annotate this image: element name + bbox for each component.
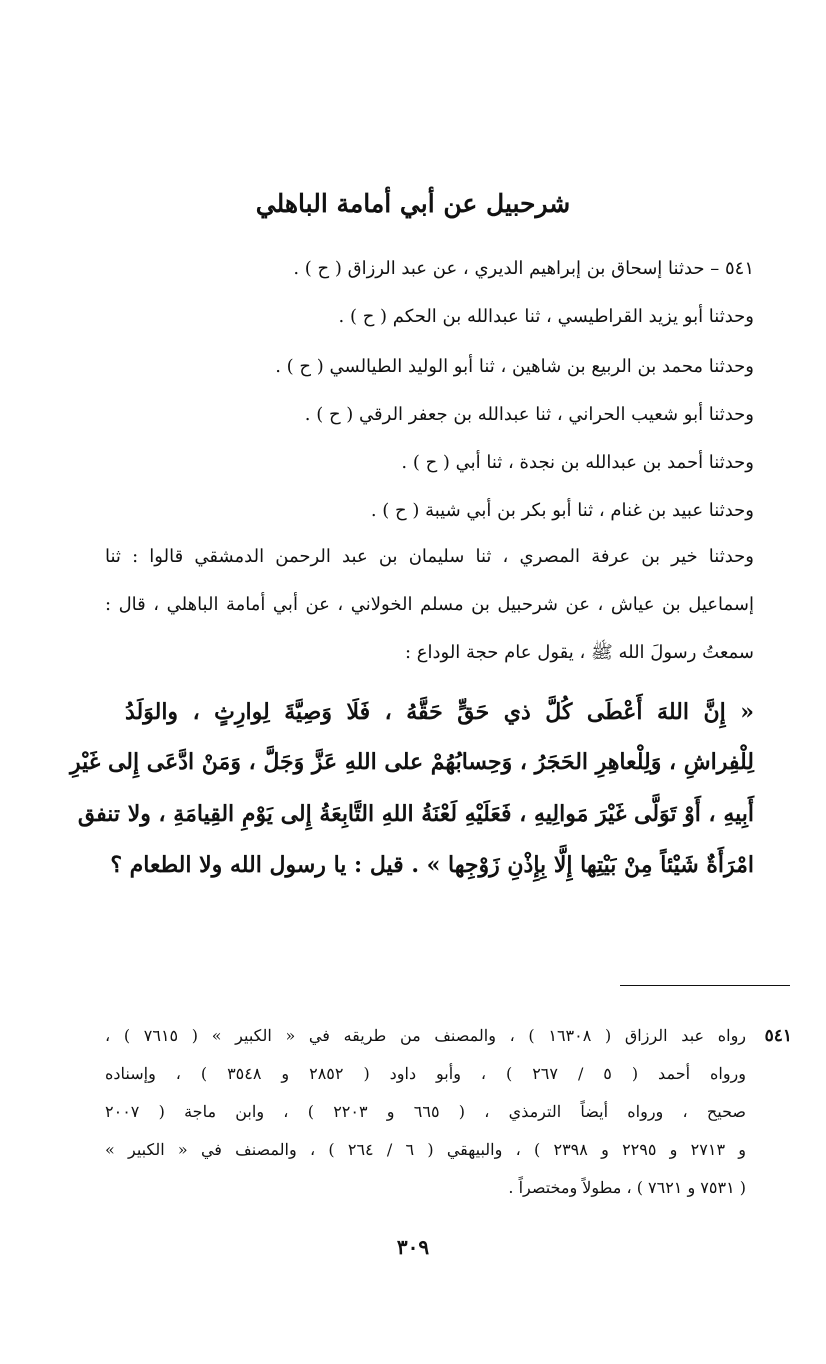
hadith-line-4: امْرَأَةٌ شَيْئاً مِنْ بَيْتِها إِلَّا بِإِذْنِ زَوْجِها » . قيل : يا رسول الله ولا الطعام ؟ <box>110 852 754 878</box>
isnad-line-4: وحدثنا أبو شعيب الحراني ، ثنا عبدالله بن جعفر الرقي ( ح ) . <box>304 404 754 425</box>
footnote-number: ٥٤١ <box>764 1026 792 1046</box>
hadith-line-3: أَبِيهِ ، أَوْ تَوَلَّى غَيْرَ مَوالِيهِ ، فَعَلَيْهِ لَعْنَةُ اللهِ التَّابِعَةُ إِلى يَوْمِ القِيامَةِ ، ولا تنفق <box>77 801 754 827</box>
footnote-line-2: ورواه أحمد ( ٥ / ٢٦٧ ) ، وأبو داود ( ٢٨٥٢ و ٣٥٤٨ ) ، وإسناده <box>105 1064 747 1083</box>
isnad-line-8: إسماعيل بن عياش ، عن شرحبيل بن مسلم الخولاني ، عن أبي أمامة الباهلي ، قال : <box>105 594 754 615</box>
isnad-line-2: وحدثنا أبو يزيد القراطيسي ، ثنا عبدالله بن الحكم ( ح ) . <box>338 306 754 327</box>
isnad-line-3: وحدثنا محمد بن الربيع بن شاهين ، ثنا أبو الوليد الطيالسي ( ح ) . <box>275 356 754 377</box>
hadith-line-1: « إِنَّ اللهَ أَعْطَى كُلَّ ذي حَقٍّ حَقَّهُ ، فَلَا وَصِيَّةَ لِوارِثٍ ، والوَلَدُ <box>125 699 754 725</box>
chapter-title: شرحبيل عن أبي أمامة الباهلي <box>255 189 571 218</box>
page-number: ٣٠٩ <box>396 1235 430 1259</box>
footnote-line-1: رواه عبد الرزاق ( ١٦٣٠٨ ) ، والمصنف من طريقه في « الكبير » ( ٧٦١٥ ) ، <box>105 1026 747 1045</box>
isnad-line-7: وحدثنا خير بن عرفة المصري ، ثنا سليمان بن عبد الرحمن الدمشقي قالوا : ثنا <box>105 546 754 567</box>
isnad-line-6: وحدثنا عبيد بن غنام ، ثنا أبو بكر بن أبي شيبة ( ح ) . <box>370 500 754 521</box>
footnote-line-3: صحيح ، ورواه أيضاً الترمذي ، ( ٦٦٥ و ٢٢٠٣ ) ، وابن ماجة ( ٢٠٠٧ <box>105 1102 747 1121</box>
footnote-separator <box>620 985 790 986</box>
footnote-line-5: ( ٧٥٣١ و ٧٦٢١ ) ، مطولاً ومختصراً . <box>508 1178 746 1197</box>
isnad-line-5: وحدثنا أحمد بن عبدالله بن نجدة ، ثنا أبي ( ح ) . <box>401 452 754 473</box>
isnad-line-9: سمعتُ رسولَ الله ﷺ ، يقول عام حجة الوداع : <box>404 642 754 663</box>
isnad-line-1: ٥٤١ – حدثنا إسحاق بن إبراهيم الديري ، عن عبد الرزاق ( ح ) . <box>293 258 754 279</box>
hadith-line-2: لِلْفِراشِ ، وَلِلْعاهِرِ الحَجَرُ ، وَحِسابُهُمْ على اللهِ عَزَّ وَجَلَّ ، وَمَنْ ادَّعَى إِلى غَيْرِ <box>70 749 754 775</box>
footnote-line-4: و ٢٧١٣ و ٢٢٩٥ و ٢٣٩٨ ) ، والبيهقي ( ٦ / ٢٦٤ ) ، والمصنف في « الكبير » <box>105 1140 746 1159</box>
